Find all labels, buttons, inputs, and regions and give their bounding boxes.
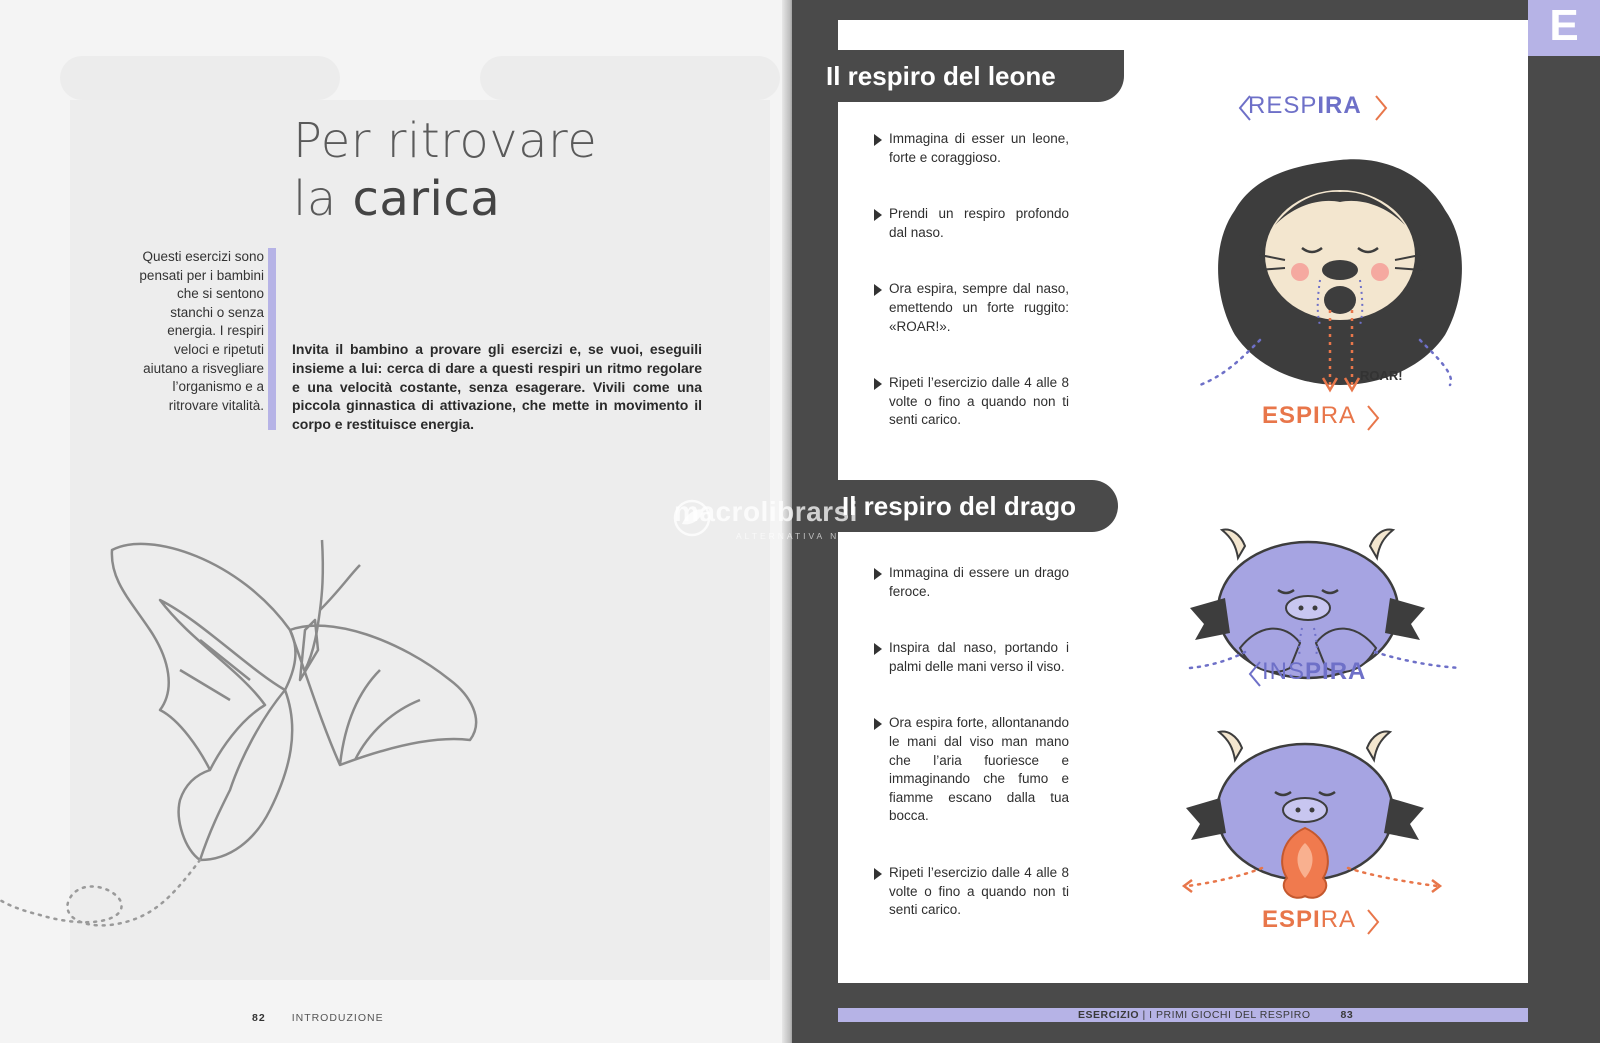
lion-exhale-bold: ESPI <box>1262 402 1321 429</box>
lion-step: Immagina di esser un leone, forte e coraggioso. <box>874 130 1069 167</box>
dragon-exhale-illustration <box>1182 728 1472 918</box>
lion-section-title: Il respiro del leone <box>792 50 1124 102</box>
watermark-tagline: ALTERNATIVA NATURALE <box>736 531 899 541</box>
dragon-exhale-arrow <box>1366 908 1382 938</box>
footer-title: I PRIMI GIOCHI DEL RESPIRO <box>1149 1009 1311 1021</box>
left-section-label: INTRODUZIONE <box>291 1012 384 1024</box>
dragon-exhale-light: RA <box>1320 906 1357 933</box>
page-title <box>293 112 597 228</box>
lion-inhale-mid: ESP <box>1266 92 1318 119</box>
dragon-step: Ripeti l’esercizio dalle 4 alle 8 volte o fino a quando non ti senti carico. <box>874 864 1069 920</box>
dragon-exhale-word <box>1262 906 1356 934</box>
right-page-number: 83 <box>1340 1009 1354 1021</box>
left-page-number: 82 <box>252 1012 266 1024</box>
title-line-2 <box>293 170 597 228</box>
ghost-heading-left <box>60 56 340 100</box>
dragon-step: Immagina di essere un drago feroce. <box>874 564 1069 601</box>
lion-inhale-arrows <box>1238 94 1398 124</box>
title-line-1: Per ritrovare <box>293 113 598 169</box>
lion-step: Prendi un respiro profondo dal naso. <box>874 205 1069 242</box>
side-note: Questi esercizi sono pensati per i bambini che si sentono stanchi o senza energia. I respiri veloci e ripetuti aiutano a risvegliare l’organismo e a ritrovare vitalità. <box>139 249 264 413</box>
dragon-inhale-bold: PIRA <box>1305 658 1367 685</box>
dragon-inhale-light: INS <box>1262 658 1306 685</box>
ghost-heading-right <box>480 56 780 100</box>
lion-exhale-light: RA <box>1320 402 1357 429</box>
side-note-accent-bar <box>268 248 276 430</box>
lion-inhale-light: R <box>1248 92 1267 119</box>
butterfly-illustration <box>0 520 500 940</box>
lion-exhale-word <box>1262 402 1356 430</box>
lion-steps <box>874 130 1069 468</box>
lion-exhale-arrow <box>1366 404 1382 434</box>
title-line-2-light: la <box>293 171 353 227</box>
dragon-inhale-arrow <box>1248 660 1264 690</box>
intro-paragraph: Invita il bambino a provare gli esercizi e, se vuoi, eseguili insieme a lui: cerca di dare a questi respiri un ritmo regolare e una velocità costante, senza esagerare. Vivili come una piccola ginnastica di attivazione, che mette in movimento il corpo e restituisce energia. <box>292 341 702 433</box>
lion-step: Ora espira, sempre dal naso, emettendo un forte ruggito: «ROAR!». <box>874 280 1069 336</box>
dragon-step: Inspira dal naso, portando i palmi delle mani verso il viso. <box>874 639 1069 676</box>
left-footer <box>252 1012 384 1024</box>
lion-step: Ripeti l’esercizio dalle 4 alle 8 volte o fino a quando non ti senti carico. <box>874 374 1069 430</box>
right-footer: ESERCIZIO | I PRIMI GIOCHI DEL RESPIRO 83 <box>1078 1009 1354 1021</box>
chapter-tab: E <box>1528 0 1600 56</box>
footer-section-label: ESERCIZIO <box>1078 1009 1140 1021</box>
lion-inhale-bold: IRA <box>1317 92 1362 119</box>
dragon-exhale-bold: ESPI <box>1262 906 1321 933</box>
dragon-step: Ora espira forte, allontanando le mani dal viso man mano che l’aria fuoriesce e immaginando che fumo e fiamme escano dalla tua bocca. <box>874 714 1069 826</box>
dragon-section-title: Il respiro del drago <box>838 480 1118 532</box>
title-line-2-strong: carica <box>352 171 501 227</box>
roar-label: ROAR! <box>1360 368 1403 383</box>
lion-illustration <box>1200 150 1480 420</box>
watermark-brand: macrolibrarsi <box>674 496 858 527</box>
dragon-steps <box>874 564 1069 958</box>
dragon-inhale-word <box>1262 658 1366 686</box>
